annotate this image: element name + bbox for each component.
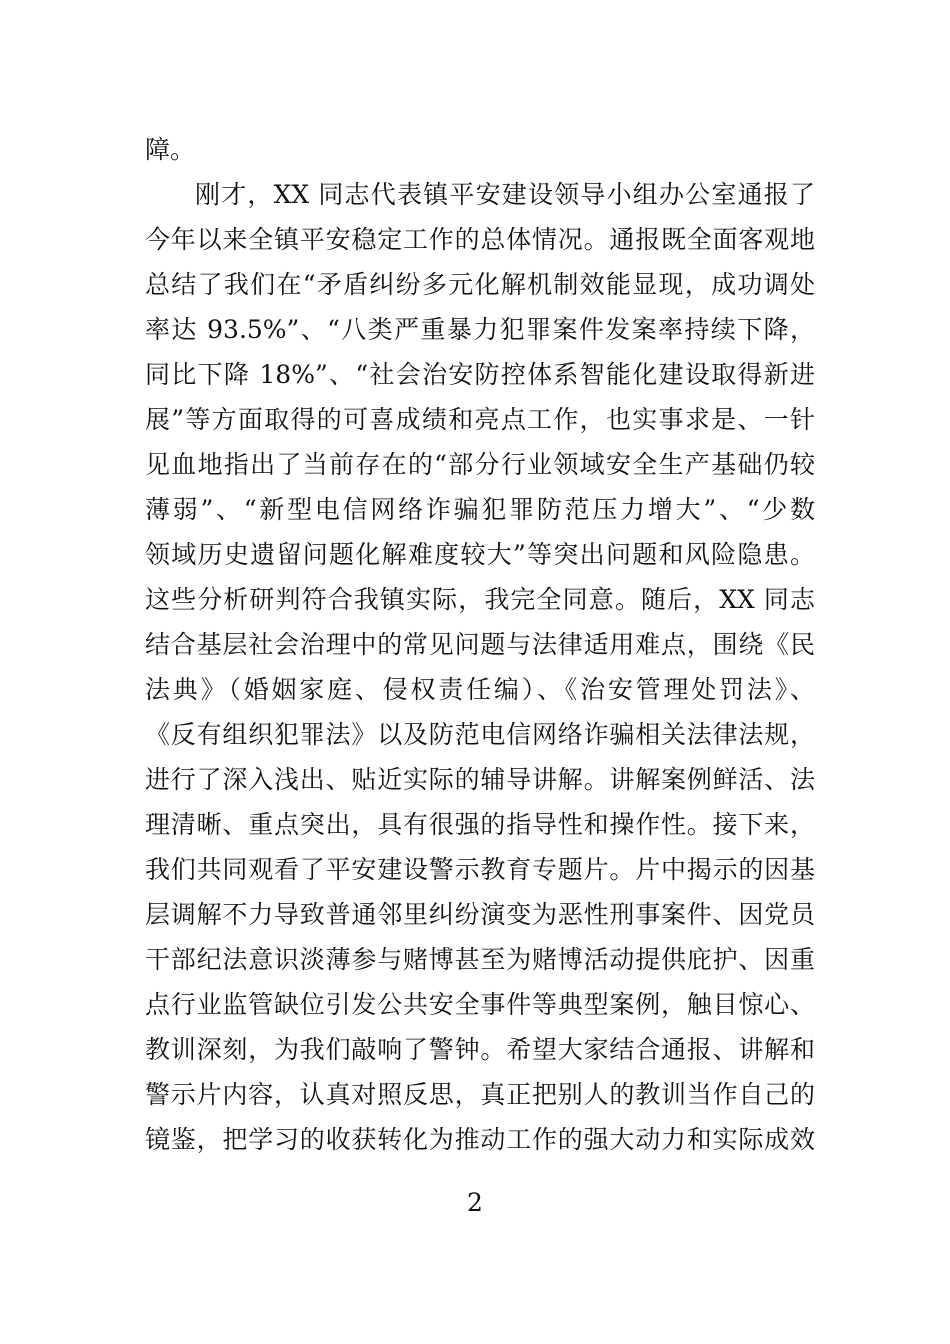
text-line: 警示片内容，认真对照反思，真正把别人的教训当作自己的 [145, 1080, 815, 1109]
text-line: 领域历史遗留问题化解难度较大”等突出问题和风险隐患。 [145, 540, 815, 569]
text-line: 薄弱”、“新型电信网络诈骗犯罪防范压力增大”、“少数 [145, 495, 815, 524]
text-line: 障。 [145, 135, 196, 164]
text-line: 层调解不力导致普通邻里纠纷演变为恶性刑事案件、因党员 [145, 900, 815, 929]
text-line: 展”等方面取得的可喜成绩和亮点工作，也实事求是、一针 [145, 405, 815, 434]
text-line: 点行业监管缺位引发公共安全事件等典型案例，触目惊心、 [145, 990, 815, 1019]
text-line: 理清晰、重点突出，具有很强的指导性和操作性。接下来， [145, 810, 815, 839]
text-line: 教训深刻，为我们敲响了警钟。希望大家结合通报、讲解和 [145, 1035, 815, 1064]
text-line: 镜鉴，把学习的收获转化为推动工作的强大动力和实际成效 [145, 1125, 815, 1154]
text-line: 见血地指出了当前存在的“部分行业领域安全生产基础仍较 [145, 450, 815, 479]
text-line: 《反有组织犯罪法》以及防范电信网络诈骗相关法律法规， [145, 720, 815, 749]
text-line: 进行了深入浅出、贴近实际的辅导讲解。讲解案例鲜活、法 [145, 765, 815, 794]
page-number: 2 [467, 1188, 483, 1217]
text-line: 刚才，XX 同志代表镇平安建设领导小组办公室通报了 [195, 180, 815, 209]
text-line: 结合基层社会治理中的常见问题与法律适用难点，围绕《民 [145, 630, 815, 659]
text-line: 法典》（婚姻家庭、侵权责任编）、《治安管理处罚法》、 [145, 675, 815, 704]
text-line: 干部纪法意识淡薄参与赌博甚至为赌博活动提供庇护、因重 [145, 945, 815, 974]
text-line: 这些分析研判符合我镇实际，我完全同意。随后，XX 同志 [145, 585, 815, 614]
text-line: 今年以来全镇平安稳定工作的总体情况。通报既全面客观地 [145, 225, 815, 254]
text-line: 率达 93.5%”、“八类严重暴力犯罪案件发案率持续下降， [145, 315, 815, 344]
text-line: 我们共同观看了平安建设警示教育专题片。片中揭示的因基 [145, 855, 815, 884]
text-line: 总结了我们在“矛盾纠纷多元化解机制效能显现，成功调处 [145, 270, 815, 299]
text-line: 同比下降 18%”、“社会治安防控体系智能化建设取得新进 [145, 360, 815, 389]
